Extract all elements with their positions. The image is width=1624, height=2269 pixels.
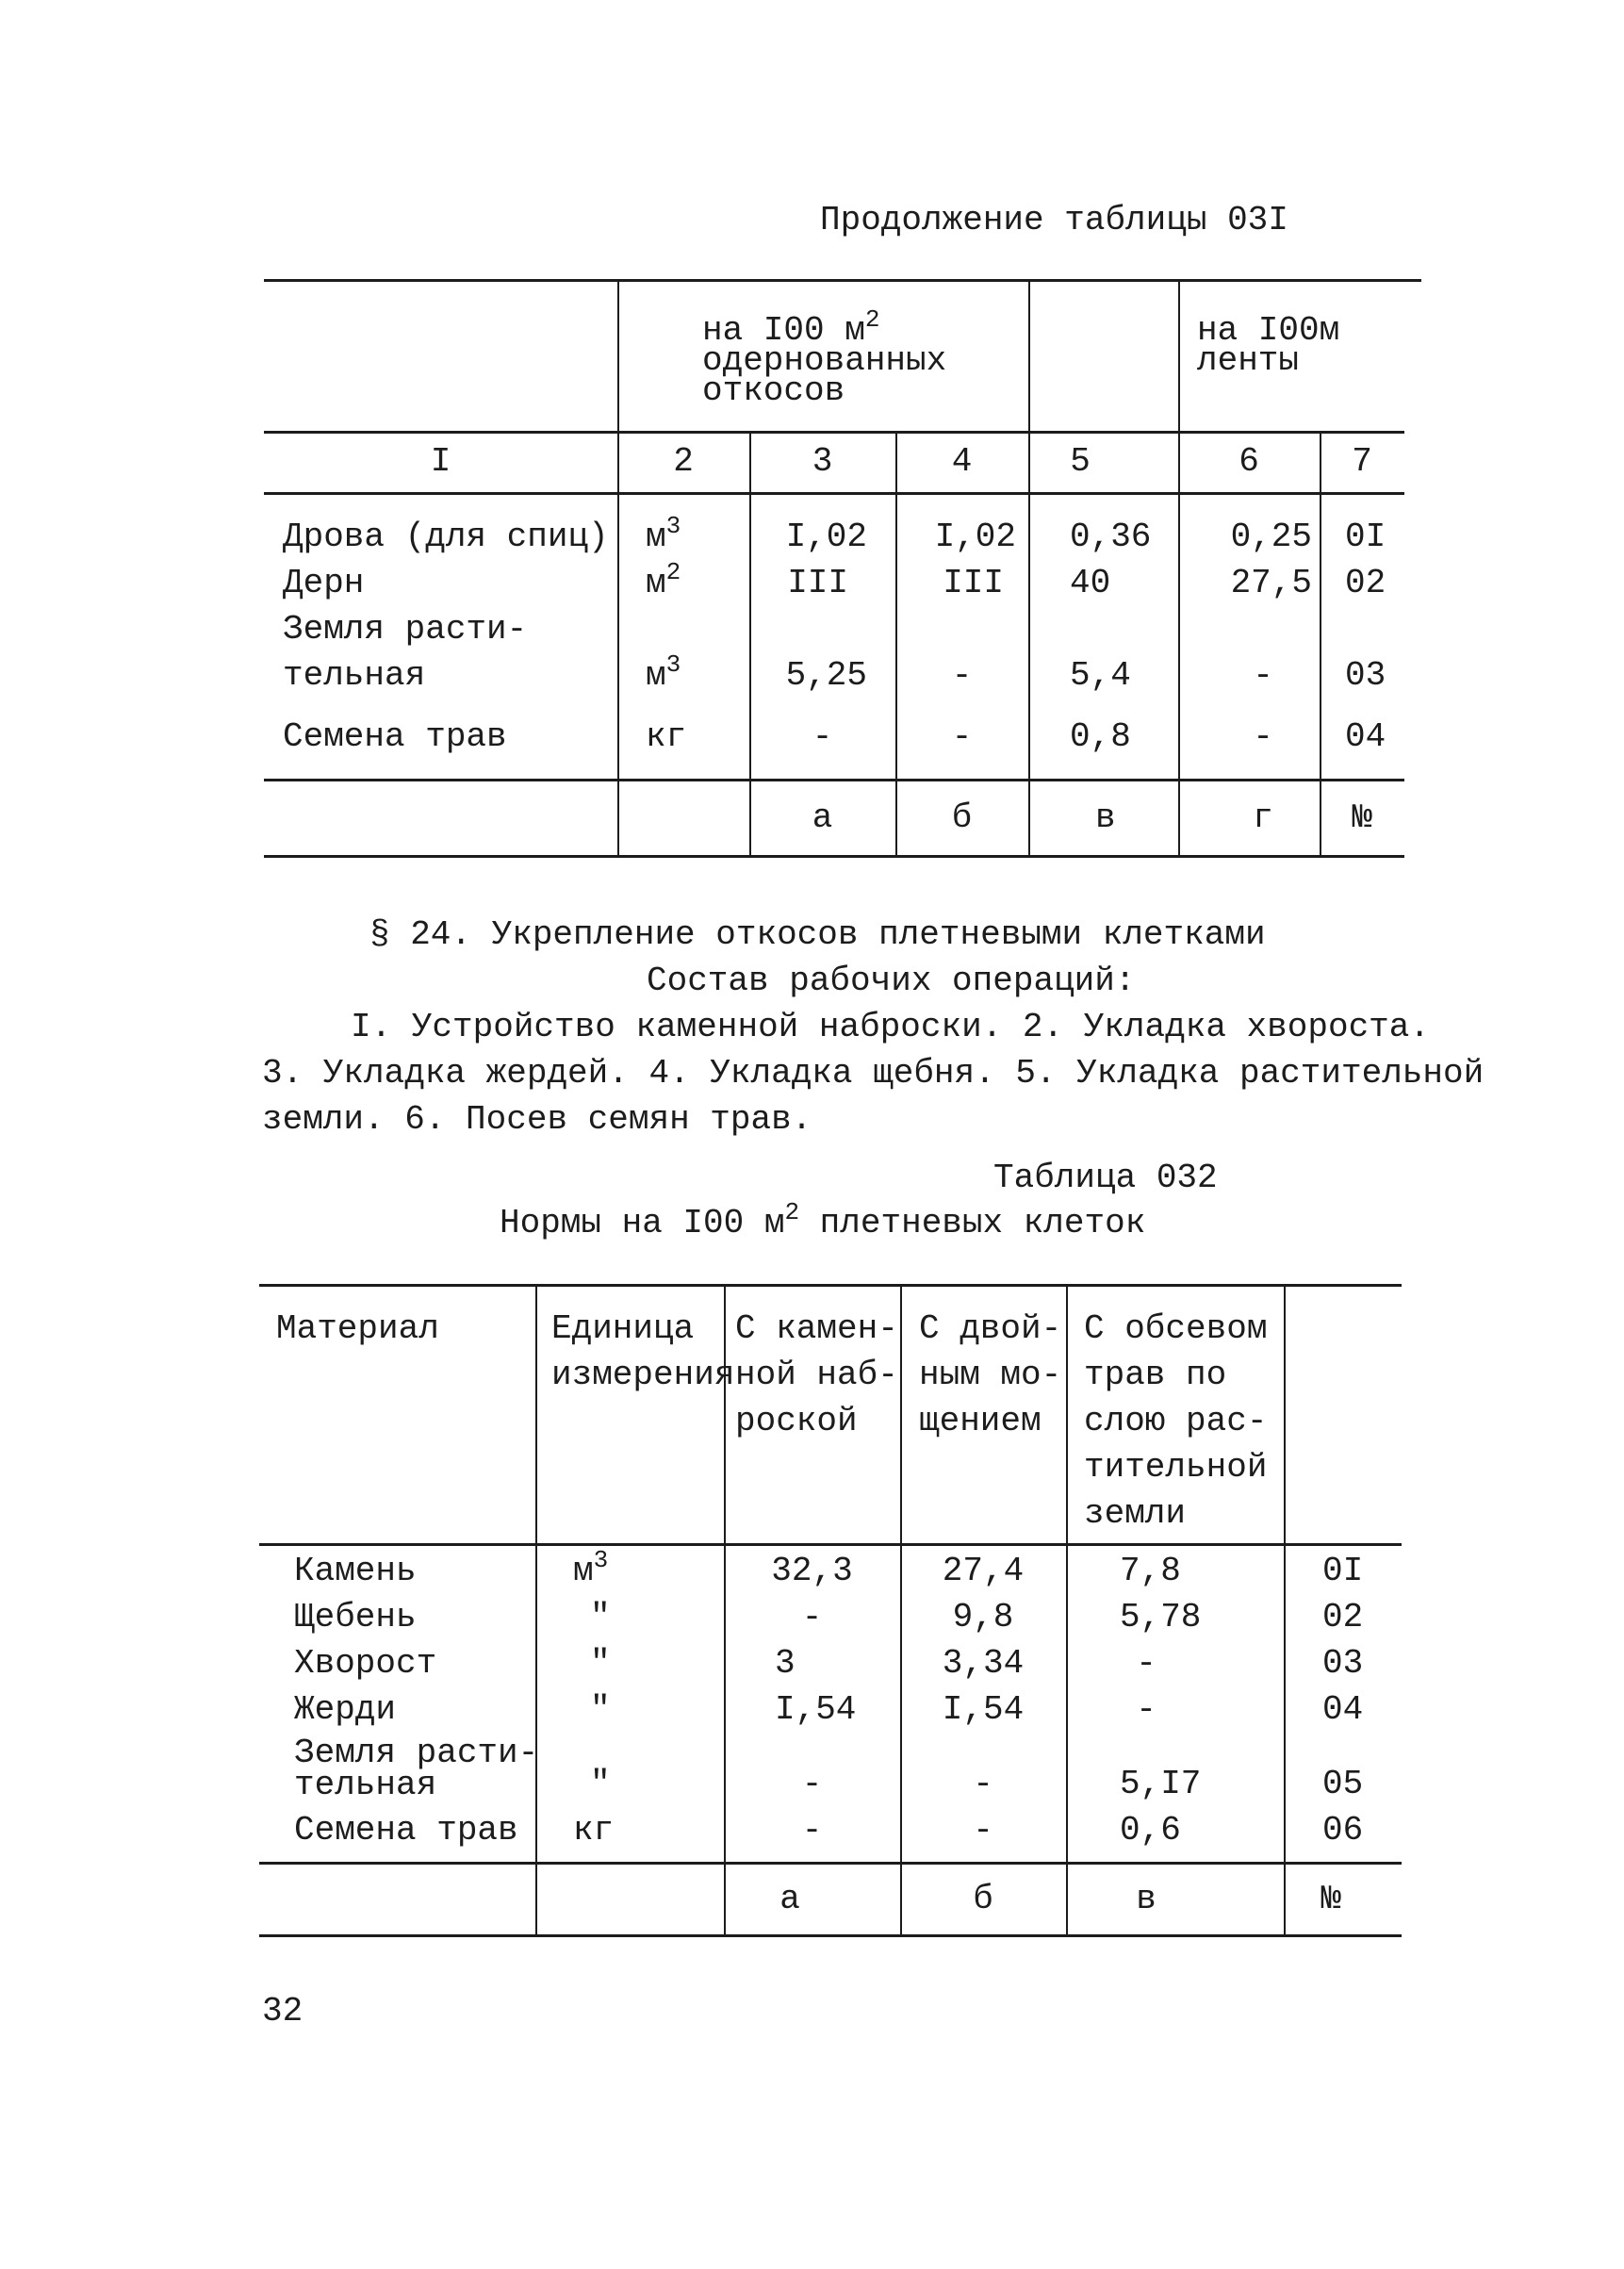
table-032-footer-letter: в <box>1136 1880 1156 1918</box>
page-number: 32 <box>262 1992 303 2031</box>
continuation-caption: Продолжение таблицы 03I <box>820 201 1288 239</box>
table-032-value: 5,I7 <box>1120 1765 1202 1803</box>
table-032-material: Семена трав <box>294 1811 518 1850</box>
table-032-material: Жерди <box>294 1690 397 1729</box>
table-031-value: - <box>812 717 833 756</box>
table-032-code: 04 <box>1322 1690 1364 1729</box>
table-032-material: Земля расти- тельная <box>294 1734 539 1804</box>
table-031-rule-top <box>264 279 1421 282</box>
table-032-unit: " <box>590 1598 611 1636</box>
table-031-vline <box>895 431 897 855</box>
table-031-vline <box>617 279 619 855</box>
table-031-value: 0,8 <box>1070 717 1131 756</box>
table-031-rule-body <box>264 779 1404 781</box>
table-031-value: - <box>1253 717 1273 756</box>
table-031-colnum: 3 <box>812 442 833 481</box>
table-032-value: 3 <box>775 1644 796 1683</box>
table-031-footer-letter: б <box>951 798 973 837</box>
table-031-rule-numbers <box>264 492 1404 495</box>
table-031-value: 5,25 <box>785 656 867 695</box>
table-032-code: 02 <box>1322 1598 1364 1636</box>
table-031-rule-header <box>264 431 1404 434</box>
table-032-header: С камен- ной наб- роской <box>735 1309 898 1440</box>
table-031-vline <box>1320 431 1321 855</box>
table-031-colnum: 5 <box>1070 442 1091 481</box>
table-031-value: 5,4 <box>1070 656 1131 695</box>
table-032-code: 06 <box>1322 1811 1364 1850</box>
table-032-value: - <box>801 1598 823 1636</box>
table-031-code: 0I <box>1345 518 1386 556</box>
table-032-value: 3,34 <box>942 1644 1025 1683</box>
table-032-header: С обсевом трав по слою рас- тительной земли <box>1084 1309 1268 1533</box>
table-031-value: 27,5 <box>1230 564 1312 602</box>
table-032-unit: " <box>590 1644 611 1683</box>
table-031-footer-letter: г <box>1253 798 1273 837</box>
table-032-value: 9,8 <box>952 1598 1014 1636</box>
section-paragraph-line: земли. 6. Посев семян трав. <box>262 1100 812 1139</box>
table-031-colnum: I <box>430 442 451 481</box>
table-032-value: - <box>973 1811 993 1850</box>
table-032-unit: $м^3$ <box>573 1546 609 1590</box>
table-032-value: I,54 <box>942 1690 1025 1729</box>
table-032-code: 03 <box>1322 1644 1364 1683</box>
table-032-value: 7,8 <box>1120 1552 1181 1590</box>
table-031-code: 04 <box>1345 717 1386 756</box>
table-032-label: Таблица 032 <box>993 1159 1218 1197</box>
table-031-value: 0,36 <box>1070 518 1152 556</box>
table-032-unit: " <box>590 1690 611 1729</box>
section-heading: § 24. Укрепление откосов плетневыми клетками <box>369 915 1266 954</box>
table-032-value: - <box>801 1811 823 1850</box>
table-031-unit: $м^3$ <box>646 512 681 556</box>
table-031-code: 03 <box>1345 656 1386 695</box>
table-032-unit: кг <box>573 1811 615 1850</box>
table-031-unit: $м^3$ <box>646 650 681 695</box>
table-032-header: Материал <box>276 1309 439 1348</box>
table-032-rule-header <box>259 1543 1402 1546</box>
table-032-value: 5,78 <box>1120 1598 1202 1636</box>
table-031-value: 40 <box>1070 564 1111 602</box>
table-032-code: 05 <box>1322 1765 1364 1803</box>
table-031-value: - <box>951 656 973 695</box>
table-031-unit: кг <box>646 717 687 756</box>
section-paragraph-line: I. Устройство каменной наброски. 2. Укладка хвороста. <box>351 1008 1430 1046</box>
table-032-rule-top <box>259 1284 1402 1287</box>
table-032-value: 27,4 <box>942 1552 1025 1590</box>
table-031-colnum: 6 <box>1239 442 1259 481</box>
table-031-value: I,02 <box>934 518 1016 556</box>
table-032-rule-body <box>259 1862 1402 1865</box>
table-032-header: Единица измерения <box>551 1309 735 1394</box>
table-031-colnum: 4 <box>951 442 973 481</box>
table-031-value: III <box>943 564 1004 602</box>
table-031-material: Земля расти- тельная <box>283 610 528 695</box>
table-031-group-header-1: на I00 $м^2$ одернованных откосов <box>702 305 947 410</box>
table-031-value: 0,25 <box>1230 518 1312 556</box>
table-031-material: Дрова (для спиц) <box>283 518 609 556</box>
table-031-material: Семена трав <box>283 717 507 756</box>
table-031-colnum: 2 <box>673 442 694 481</box>
table-031-colnum: 7 <box>1352 442 1372 481</box>
table-031-value: I,02 <box>785 518 867 556</box>
table-032-footer-letter: б <box>973 1880 993 1918</box>
table-032-value: - <box>973 1765 993 1803</box>
table-031-value: III <box>787 564 848 602</box>
table-032-rule-bottom <box>259 1934 1402 1937</box>
table-031-material: Дерн <box>283 564 365 602</box>
table-032-material: Хворост <box>294 1644 437 1683</box>
section-subheading: Состав рабочих операций: <box>647 962 1136 1000</box>
table-032-caption: Нормы на I00 $м^2$ плетневых клеток <box>500 1198 1146 1242</box>
table-031-group-header-2: на I00м ленты <box>1197 311 1340 380</box>
table-032-vline <box>1284 1284 1286 1934</box>
table-032-header: С двой- ным мо- щением <box>919 1309 1062 1440</box>
table-031-footer-letter: а <box>812 798 833 837</box>
table-032-vline <box>535 1284 537 1934</box>
table-032-value: - <box>1136 1644 1156 1683</box>
table-031-value: - <box>1253 656 1273 695</box>
table-031-rule-bottom <box>264 855 1404 858</box>
table-032-value: - <box>1136 1690 1156 1729</box>
table-032-value: - <box>801 1765 823 1803</box>
table-031-footer-letter: в <box>1095 798 1116 837</box>
section-paragraph-line: 3. Укладка жердей. 4. Укладка щебня. 5. Укладка растительной <box>262 1054 1485 1093</box>
table-032-value: I,54 <box>775 1690 857 1729</box>
table-031-value: - <box>951 717 973 756</box>
table-031-unit: $м^2$ <box>646 558 681 602</box>
table-032-footer-letter: № <box>1321 1880 1341 1918</box>
table-031-vline <box>1028 279 1030 855</box>
table-032-material: Камень <box>294 1552 417 1590</box>
table-032-vline <box>1066 1284 1068 1934</box>
table-032-footer-letter: а <box>779 1880 800 1918</box>
table-031-vline <box>749 431 751 855</box>
table-032-value: 32,3 <box>771 1552 853 1590</box>
table-031-footer-letter: № <box>1352 798 1372 837</box>
table-032-value: 0,6 <box>1120 1811 1181 1850</box>
table-032-code: 0I <box>1322 1552 1364 1590</box>
table-032-unit: " <box>590 1765 611 1803</box>
table-031-code: 02 <box>1345 564 1386 602</box>
table-032-material: Щебень <box>294 1598 417 1636</box>
